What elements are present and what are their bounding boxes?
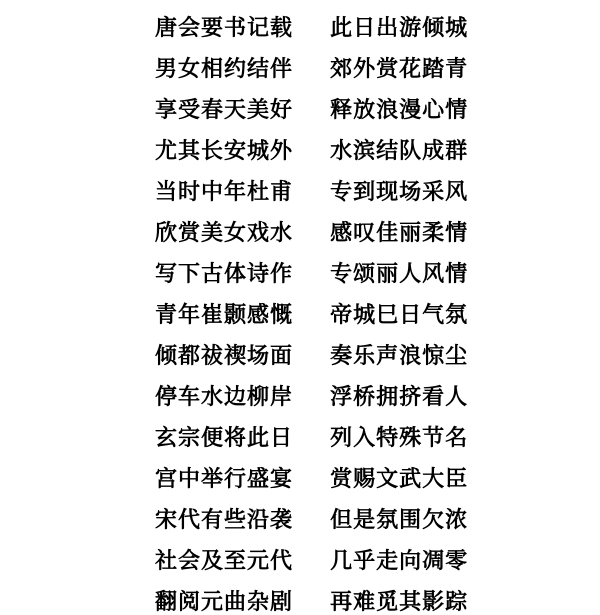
poem-row: [0, 253, 600, 294]
poem-row: [0, 499, 600, 540]
poem-line-left: 翻阅元曲杂剧: [155, 590, 294, 615]
poem-row: [0, 376, 600, 417]
poem-line-right: 水滨结队成群: [330, 139, 469, 164]
poem-row: [0, 540, 600, 581]
poem-row: [0, 130, 600, 171]
poem-line-left: 尤其长安城外: [155, 139, 294, 164]
poem-line-right: 赏赐文武大臣: [330, 467, 469, 492]
poem-line-left: 写下古体诗作: [155, 262, 294, 287]
poem-line-right: 几乎走向凋零: [330, 549, 469, 574]
poem-line-right: 郊外赏花踏青: [330, 57, 469, 82]
poem-row: [0, 335, 600, 376]
poem-row: [0, 458, 600, 499]
poem-line-left: 倾都祓禊场面: [155, 344, 294, 369]
poem-row: [0, 7, 600, 48]
poem-line-left: 社会及至元代: [155, 549, 294, 574]
poem-line-right: 释放浪漫心情: [330, 98, 469, 123]
poem-row: [0, 294, 600, 335]
poem-line-left: 宫中举行盛宴: [155, 467, 294, 492]
poem-line-left: 欣赏美女戏水: [155, 221, 294, 246]
poem-row: [0, 417, 600, 458]
poem-line-left: 停车水边柳岸: [155, 385, 294, 410]
poem-row: [0, 48, 600, 89]
poem-line-left: 唐会要书记载: [155, 16, 294, 41]
poem-line-right: 此日出游倾城: [330, 16, 469, 41]
poem-line-right: 但是氛围欠浓: [330, 508, 469, 533]
poem-line-right: 感叹佳丽柔情: [330, 221, 469, 246]
poem-line-right: 列入特殊节名: [330, 426, 469, 451]
poem-line-left: 青年崔颢感慨: [155, 303, 294, 328]
poem-line-right: 再难觅其影踪: [330, 590, 469, 615]
poem-line-left: 当时中年杜甫: [155, 180, 294, 205]
poem-row: [0, 89, 600, 130]
poem-line-left: 玄宗便将此日: [155, 426, 294, 451]
poem-line-right: 帝城巳日气氛: [330, 303, 469, 328]
poem-row: [0, 171, 600, 212]
poem-line-left: 男女相约结伴: [155, 57, 294, 82]
poem-line-right: 专颂丽人风情: [330, 262, 469, 287]
poem-line-right: 专到现场采风: [330, 180, 469, 205]
poem-line-left: 享受春天美好: [155, 98, 294, 123]
poem-row: [0, 581, 600, 615]
poem-line-left: 宋代有些沿袭: [155, 508, 294, 533]
poem-line-right: 奏乐声浪惊尘: [330, 344, 469, 369]
poem-row: [0, 212, 600, 253]
poem-line-right: 浮桥拥挤看人: [330, 385, 469, 410]
